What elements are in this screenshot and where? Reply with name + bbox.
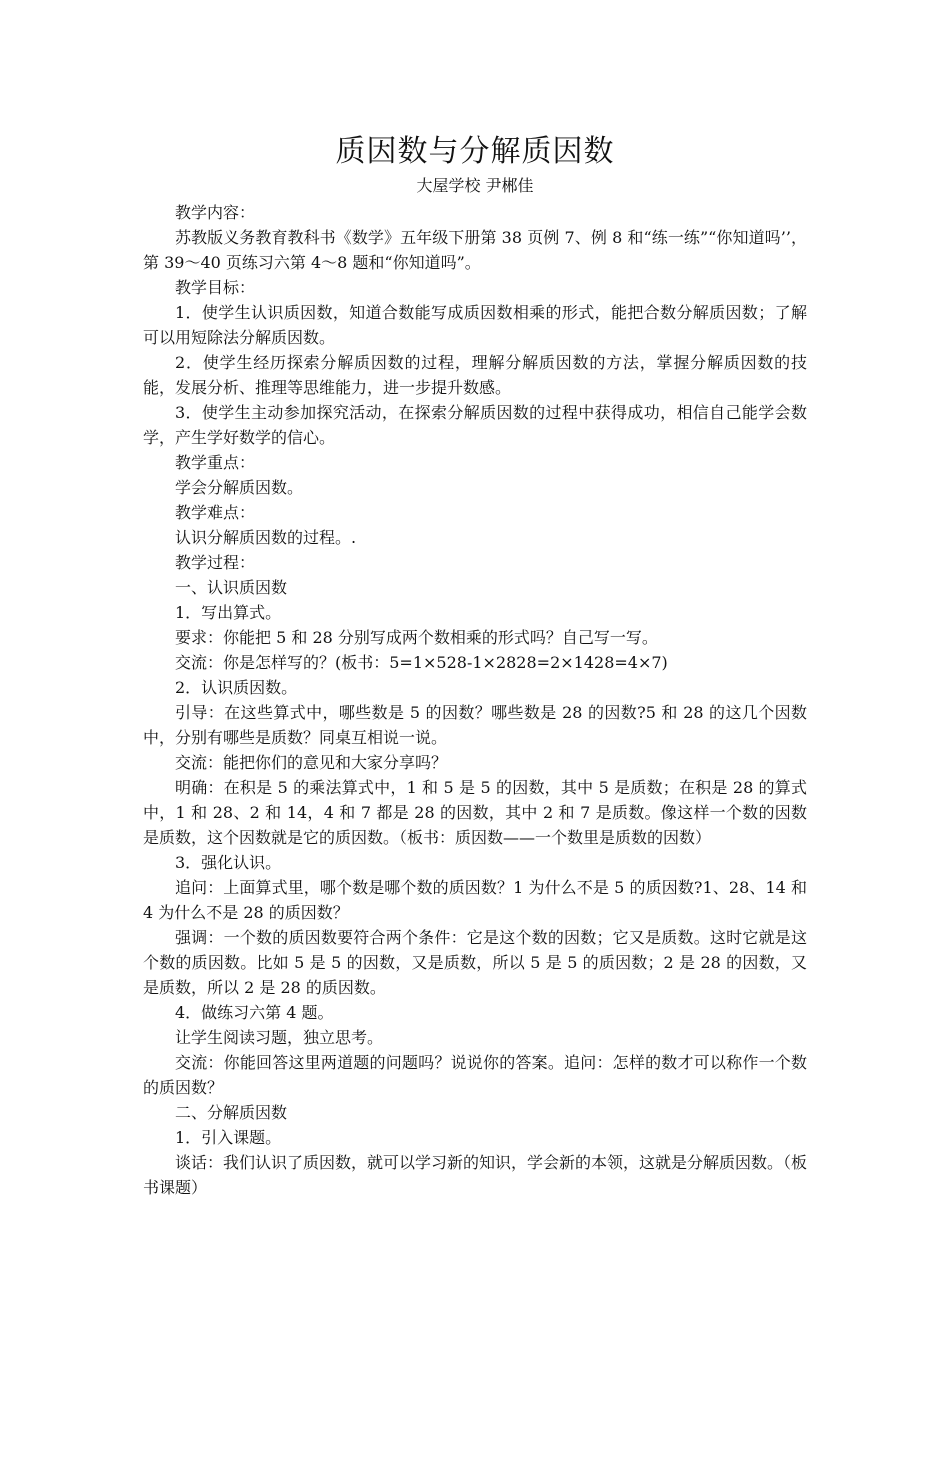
- paragraph: 二、分解质因数: [175, 1103, 288, 1122]
- paragraph: 交流：能把你们的意见和大家分享吗？: [175, 753, 448, 772]
- paragraph: 2．使学生经历探索分解质因数的过程，理解分解质因数的方法，掌握分解质因数的技能，发展分析、推理等思维能力，进一步提升数感。: [143, 353, 807, 397]
- paragraph: 谈话：我们认识了质因数，就可以学习新的知识，学会新的本领，这就是分解质因数。（板书课题）: [143, 1153, 808, 1197]
- paragraph: 4．做练习六第 4 题。: [175, 1003, 334, 1022]
- paragraph: 让学生阅读习题，独立思考。: [175, 1028, 384, 1047]
- paragraph: 一、认识质因数: [175, 578, 288, 597]
- paragraph: 交流：你是怎样写的？(板书：5=1×528-1×2828=2×1428=4×7): [175, 653, 668, 672]
- paragraph: 教学目标：: [175, 278, 256, 297]
- paragraph: 教学过程：: [175, 553, 256, 572]
- paragraph: 交流：你能回答这里两道题的问题吗？说说你的答案。追问：怎样的数才可以称作一个数的质因数？: [143, 1053, 807, 1097]
- paragraph: 明确：在积是 5 的乘法算式中，1 和 5 是 5 的因数，其中 5 是质数；在积是 28 的算式中，1 和 28、2 和 14，4 和 7 都是 28 的因数，其中 2 和 7 是质数。像这样一个数的因数是质数，这个因数就是它的质因数。（板书：质因数——一个数里是质数的因数）: [143, 778, 807, 847]
- document-author: 大屋学校 尹郴佳: [416, 176, 534, 195]
- paragraph: 认识分解质因数的过程。.: [175, 528, 357, 547]
- document-body: [143, 200, 807, 1200]
- paragraph: 要求：你能把 5 和 28 分别写成两个数相乘的形式吗？自己写一写。: [175, 628, 658, 647]
- paragraph: 3．使学生主动参加探究活动，在探索分解质因数的过程中获得成功，相信自己能学会数学，产生学好数学的信心。: [143, 403, 807, 447]
- paragraph: 1．使学生认识质因数，知道合数能写成质因数相乘的形式，能把合数分解质因数；了解可以用短除法分解质因数。: [143, 303, 807, 347]
- paragraph: 教学重点：: [175, 453, 256, 472]
- document-title: 质因数与分解质因数: [335, 134, 615, 169]
- paragraph: 3．强化认识。: [175, 853, 282, 872]
- paragraph: 强调：一个数的质因数要符合两个条件：它是这个数的因数；它又是质数。这时它就是这个数的质因数。比如 5 是 5 的因数，又是质数，所以 5 是 5 的质因数；2 是 28 的因数，又是质数，所以 2 是 28 的质因数。: [143, 928, 807, 997]
- paragraph: 2．认识质因数。: [175, 678, 298, 697]
- document-page: [0, 132, 950, 1476]
- paragraph: 教学内容：: [175, 203, 256, 222]
- paragraph: 苏教版义务教育教科书《数学》五年级下册第 38 页例 7、例 8 和“练一练”“你知道吗’’，第 39～40 页练习六第 4～8 题和“你知道吗”。: [143, 228, 807, 272]
- paragraph: 教学难点：: [175, 503, 256, 522]
- paragraph: 学会分解质因数。: [175, 478, 304, 497]
- paragraph: 引导：在这些算式中，哪些数是 5 的因数？哪些数是 28 的因数?5 和 28 的这几个因数中，分别有哪些是质数？同桌互相说一说。: [143, 703, 807, 747]
- paragraph: 1．写出算式。: [175, 603, 282, 622]
- paragraph: 1．引入课题。: [175, 1128, 282, 1147]
- paragraph: 追问：上面算式里，哪个数是哪个数的质因数？1 为什么不是 5 的质因数?1、28、14 和 4 为什么不是 28 的质因数？: [143, 878, 807, 922]
